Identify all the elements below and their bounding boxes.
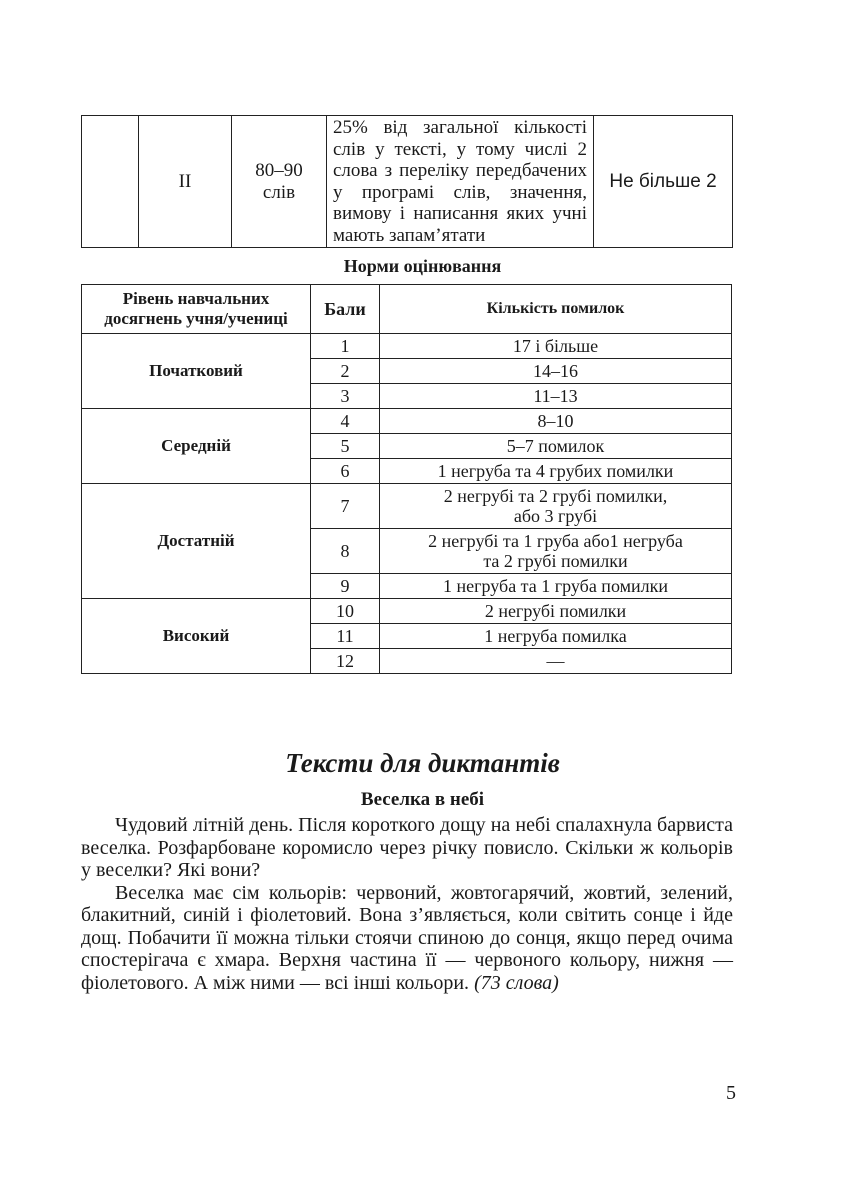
norms-title: Норми оцінювання [343, 256, 502, 276]
table-cell-limit: Не більше 2 [594, 116, 733, 248]
table-row [82, 334, 732, 359]
points-cell: 3 [311, 384, 380, 409]
points-cell: 9 [311, 574, 380, 599]
errors-cell: 11–13 [380, 384, 732, 409]
paragraph [81, 882, 733, 995]
criteria-table-continuation [81, 115, 733, 248]
table-row [82, 116, 733, 248]
errors-cell: 5–7 помилок [380, 434, 732, 459]
errors-line: або 3 грубі [513, 506, 598, 526]
table-header-row [82, 285, 732, 334]
words-unit: слів [262, 181, 296, 203]
level-name: Достатній [82, 484, 311, 599]
table-cell-level: II [139, 116, 232, 248]
points-cell: 8 [311, 529, 380, 574]
table-row [82, 409, 732, 434]
header-points: Бали [311, 285, 380, 334]
errors-line: 2 негрубі та 2 грубі помилки, [443, 486, 668, 506]
points-cell: 10 [311, 599, 380, 624]
points-cell: 11 [311, 624, 380, 649]
errors-cell: 2 негрубі помилки [380, 599, 732, 624]
dictation-title: Веселка в небі [360, 789, 485, 810]
errors-cell: 1 негруба помилка [380, 624, 732, 649]
errors-cell: 1 негруба та 1 груба помилки [380, 574, 732, 599]
section-title: Тексти для диктантів [285, 748, 560, 778]
page-number: 5 [726, 1082, 736, 1104]
level-name: Початковий [82, 334, 311, 409]
points-cell: 12 [311, 649, 380, 674]
level-name: Середній [82, 409, 311, 484]
errors-cell: 14–16 [380, 359, 732, 384]
table-cell-description: 25% від загальної кількості слів у тексті, у тому числі 2 слова з переліку передбачених у програмі слів, значення, вимову і написання яких учні мають запам’ятати [327, 116, 594, 248]
points-cell: 5 [311, 434, 380, 459]
level-name: Високий [82, 599, 311, 674]
errors-cell [380, 529, 732, 574]
word-count: (73 слова) [474, 971, 559, 994]
errors-cell [380, 484, 732, 529]
norms-table [81, 284, 732, 674]
paragraph-text: Веселка має сім кольорів: червоний, жовтогарячий, жовтий, зелений, блакитний, синій і фіолетовий. Вона з’являється, коли світить сонце і йде дощ. Побачити її можна тільки стоячи спиною до сонця, якщо перед очима спостерігача є хмара. Верхня частина її — червоного кольору, нижня — фіолетового. А між ними — всі інші кольори. [81, 881, 733, 994]
header-level: Рівень навчальних досягнень учня/учениці [82, 285, 311, 334]
table-cell-words [232, 116, 327, 248]
errors-line: та 2 грубі помилки [483, 551, 628, 571]
points-cell: 7 [311, 484, 380, 529]
errors-line: 2 негрубі та 1 груба або1 негруба [428, 531, 683, 551]
points-cell: 2 [311, 359, 380, 384]
errors-cell: 1 негруба та 4 грубих помилки [380, 459, 732, 484]
dictation-text [81, 814, 733, 994]
errors-cell: 8–10 [380, 409, 732, 434]
errors-cell: 17 і більше [380, 334, 732, 359]
table-row [82, 599, 732, 624]
paragraph: Чудовий літній день. Після короткого дощу на небі спалахнула барвиста веселка. Розфарбоване коромисло через річку повисло. Скільки ж кольорів у веселки? Які вони? [81, 814, 733, 881]
table-row [82, 484, 732, 529]
points-cell: 1 [311, 334, 380, 359]
table-cell-empty [82, 116, 139, 248]
words-count: 80–90 [255, 159, 303, 181]
points-cell: 6 [311, 459, 380, 484]
points-cell: 4 [311, 409, 380, 434]
header-errors: Кількість помилок [380, 285, 732, 334]
errors-cell: — [380, 649, 732, 674]
